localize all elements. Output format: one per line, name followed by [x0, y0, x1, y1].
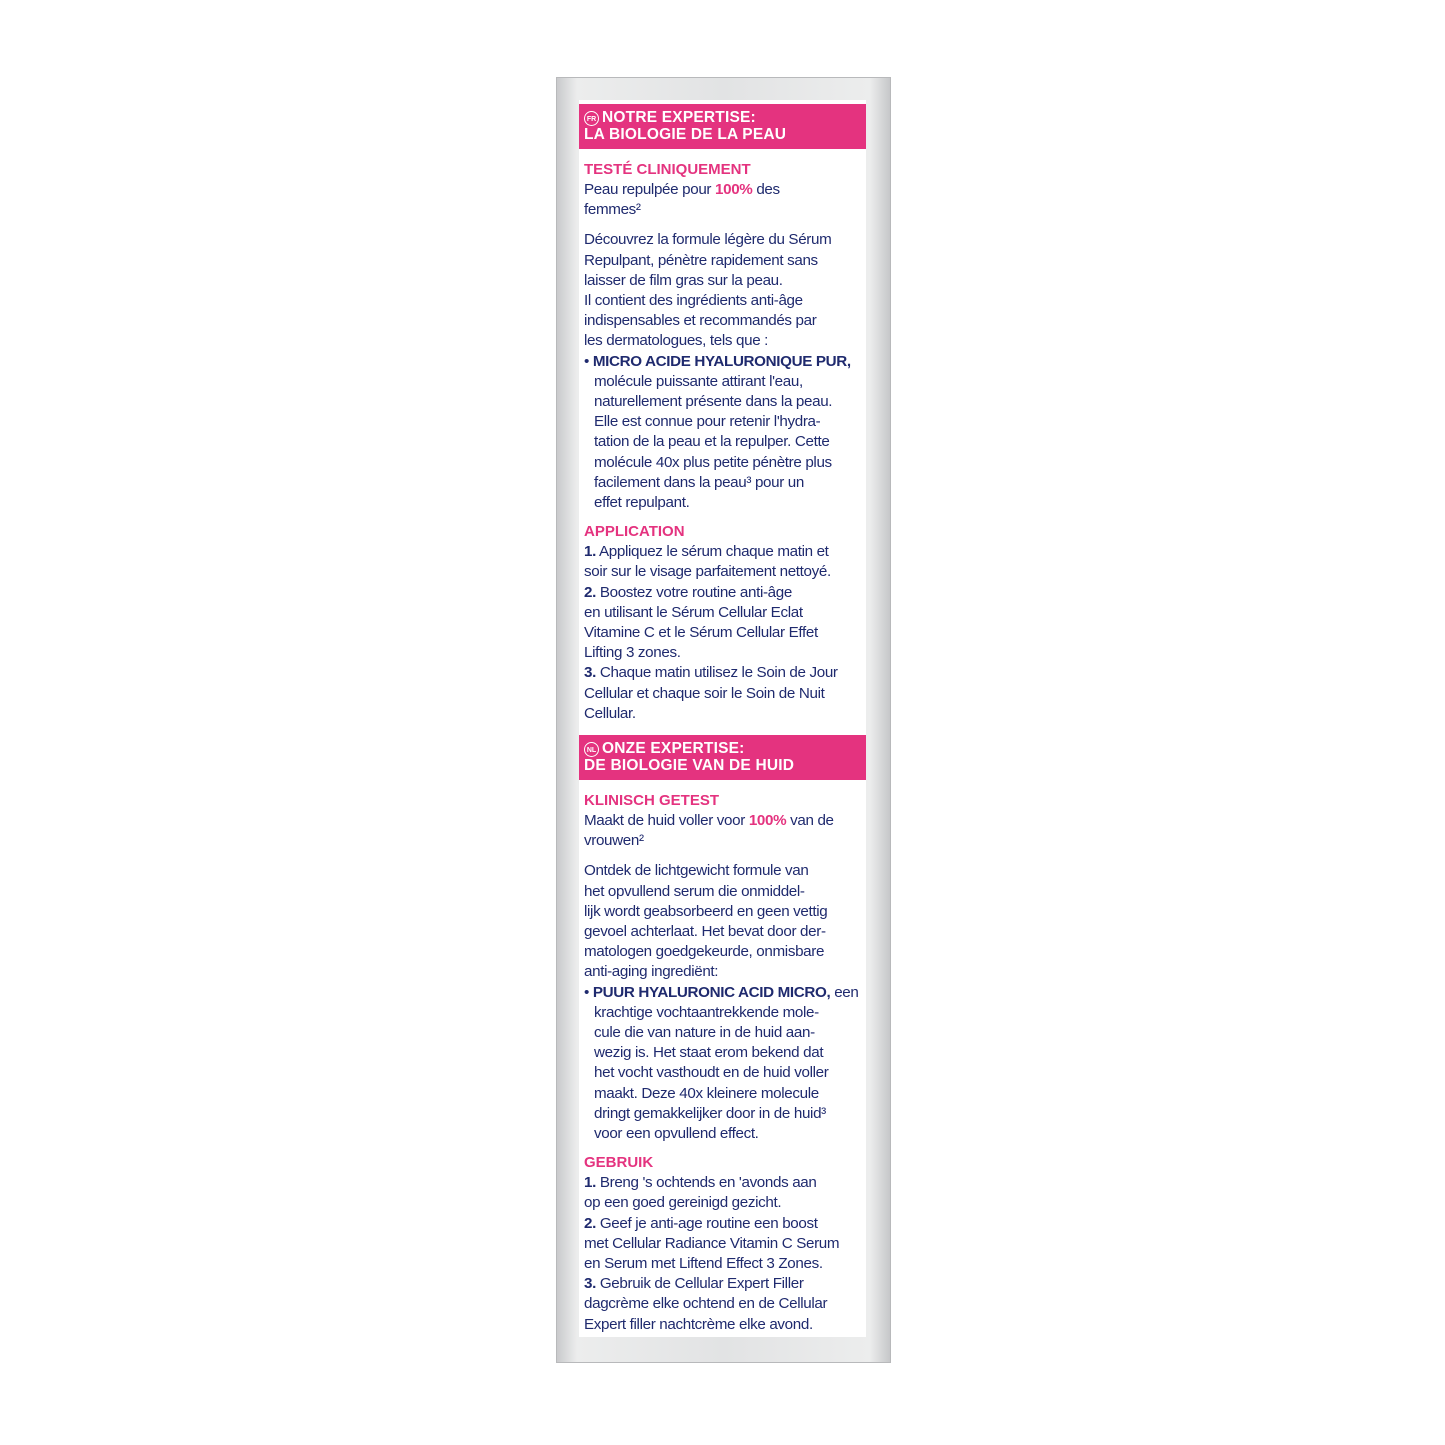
- fr-ingredient-bullet: [584, 352, 864, 514]
- nl-header-title: ONZE EXPERTISE:: [602, 740, 745, 757]
- fr-steps: [584, 542, 864, 724]
- fr-application-title: APPLICATION: [584, 523, 685, 541]
- fr-claim-text: Peau repulpée pour: [584, 181, 715, 198]
- nl-intro-line: het opvullend serum die onmiddel-: [584, 882, 805, 900]
- fr-step-3-line: Cellular et chaque soir le Soin de Nuit: [584, 684, 825, 702]
- nl-claim-text: Maakt de huid voller voor: [584, 812, 749, 829]
- fr-step-number: 3.: [584, 664, 596, 682]
- fr-step-text: Boostez votre routine anti-âge: [595, 583, 792, 601]
- fr-claim-line-2: femmes²: [584, 201, 641, 219]
- fr-step-number: 1.: [584, 543, 596, 561]
- nl-language-badge: NL: [584, 742, 599, 757]
- nl-intro-line: Ontdek de lichtgewicht formule van: [584, 862, 809, 880]
- nl-step-1-line: op een goed gereinigd gezicht.: [584, 1194, 782, 1212]
- nl-tested-title: KLINISCH GETEST: [584, 792, 720, 809]
- nl-step-3-line: [584, 1274, 864, 1294]
- nl-step-text: Breng 's ochtends en 'avonds aan: [595, 1174, 817, 1192]
- nl-steps: [584, 1173, 864, 1335]
- fr-bullet-line: effet repulpant.: [594, 494, 690, 512]
- fr-header-line-1: [584, 109, 866, 126]
- nl-bullet-line: voor een opvullend effect.: [594, 1125, 759, 1143]
- nl-ingredient-bullet: [584, 983, 864, 1145]
- fr-step-1-line: soir sur le visage parfaitement nettoyé.: [584, 563, 831, 581]
- nl-bullet-title-line: [584, 983, 864, 1003]
- nl-claim-line-2: vrouwen²: [584, 832, 644, 850]
- nl-header-line-2: DE BIOLOGIE VAN DE HUID: [584, 757, 795, 774]
- fr-language-badge: FR: [584, 111, 599, 126]
- fr-bullet-title: MICRO ACIDE HYALURONIQUE PUR,: [592, 352, 851, 370]
- fr-claim-text-end: des: [752, 181, 780, 198]
- nl-usage-title: GEBRUIK: [584, 1154, 654, 1172]
- nl-step-3-line: Expert filler nachtcrème elke avond.: [584, 1315, 813, 1333]
- nl-intro-line: lijk wordt geabsorbeerd en geen vettig: [584, 902, 828, 920]
- fr-header-line-2: LA BIOLOGIE DE LA PEAU: [584, 126, 787, 143]
- nl-step-2-line: met Cellular Radiance Vitamin C Serum: [584, 1234, 840, 1252]
- nl-intro-line: gevoel achterlaat. Het bevat door der-: [584, 923, 826, 941]
- fr-step-2-line: [584, 583, 864, 603]
- nl-step-number: 1.: [584, 1174, 596, 1192]
- fr-tested-title: TESTÉ CLINIQUEMENT: [584, 161, 751, 178]
- nl-section-header: [579, 735, 866, 780]
- fr-intro-line: Il contient des ingrédients anti-âge: [584, 292, 803, 310]
- nl-bullet-line: dringt gemakkelijker door in de huid³: [594, 1104, 826, 1122]
- fr-bullet-line: naturellement présente dans la peau.: [594, 393, 833, 411]
- fr-intro-line: les dermatologues, tels que :: [584, 332, 769, 350]
- fr-intro-line: Découvrez la formule légère du Sérum: [584, 231, 832, 249]
- fr-section-body: [584, 160, 864, 724]
- nl-intro-line: matologen goedgekeurde, onmisbare: [584, 943, 825, 961]
- nl-step-number: 2.: [584, 1214, 596, 1232]
- nl-bullet-line: cule die van nature in de huid aan-: [594, 1024, 815, 1042]
- nl-bullet-title-tail: een: [830, 983, 859, 1001]
- fr-step-text: Appliquez le sérum chaque matin et: [595, 543, 829, 561]
- nl-step-number: 3.: [584, 1275, 596, 1293]
- nl-bullet-title: PUUR HYALURONIC ACID MICRO,: [592, 983, 831, 1001]
- nl-step-text: Geef je anti-age routine een boost: [595, 1214, 818, 1232]
- fr-intro-line: indispensables et recommandés par: [584, 312, 817, 330]
- fr-claim-line-1: [584, 180, 864, 200]
- nl-step-2-line: en Serum met Liftend Effect 3 Zones.: [584, 1255, 823, 1273]
- fr-bullet-line: facilement dans la peau³ pour un: [594, 473, 805, 491]
- nl-bullet-line: het vocht vasthoudt en de huid voller: [594, 1064, 829, 1082]
- fr-step-text: Chaque matin utilisez le Soin de Jour: [595, 664, 838, 682]
- nl-step-3-line: dagcrème elke ochtend en de Cellular: [584, 1295, 828, 1313]
- fr-intro-line: laisser de film gras sur la peau.: [584, 271, 783, 289]
- fr-header-title: NOTRE EXPERTISE:: [602, 109, 756, 126]
- fr-bullet-line: molécule puissante attirant l'eau,: [594, 372, 803, 390]
- fr-bullet-line: tation de la peau et la repulper. Cette: [594, 433, 830, 451]
- nl-bullet-line: wezig is. Het staat erom bekend dat: [594, 1044, 824, 1062]
- bullet-icon: •: [584, 352, 589, 370]
- fr-step-2-line: Vitamine C et le Sérum Cellular Effet: [584, 624, 818, 642]
- nl-step-2-line: [584, 1214, 864, 1234]
- fr-step-2-line: en utilisant le Sérum Cellular Eclat: [584, 603, 803, 621]
- nl-step-1-line: [584, 1173, 864, 1193]
- nl-header-line-1: [584, 740, 866, 757]
- fr-intro-line: Repulpant, pénètre rapidement sans: [584, 251, 818, 269]
- nl-intro-line: anti-aging ingrediënt:: [584, 963, 719, 981]
- nl-bullet-line: maakt. Deze 40x kleinere molecule: [594, 1084, 819, 1102]
- fr-step-number: 2.: [584, 583, 596, 601]
- fr-step-3-line: Cellular.: [584, 704, 636, 722]
- bullet-icon: •: [584, 983, 589, 1001]
- fr-step-3-line: [584, 663, 864, 683]
- nl-claim-line-1: [584, 811, 864, 831]
- fr-step-2-line: Lifting 3 zones.: [584, 644, 681, 662]
- fr-claim-percentage: 100%: [715, 181, 753, 198]
- fr-bullet-line: Elle est connue pour retenir l'hydra-: [594, 413, 821, 431]
- fr-bullet-title-line: [584, 352, 864, 372]
- nl-section-body: [584, 791, 864, 1335]
- fr-intro-paragraph: [584, 230, 864, 351]
- nl-bullet-line: krachtige vochtaantrekkende mole-: [594, 1003, 819, 1021]
- nl-claim-percentage: 100%: [748, 812, 787, 829]
- fr-step-1-line: [584, 542, 864, 562]
- fr-section-header: [579, 104, 866, 149]
- nl-step-text: Gebruik de Cellular Expert Filler: [595, 1275, 804, 1293]
- nl-intro-paragraph: [584, 861, 864, 982]
- fr-bullet-line: molécule 40x plus petite pénètre plus: [594, 453, 832, 471]
- nl-claim-text-end: van de: [786, 812, 834, 829]
- text-panel: [579, 100, 866, 1337]
